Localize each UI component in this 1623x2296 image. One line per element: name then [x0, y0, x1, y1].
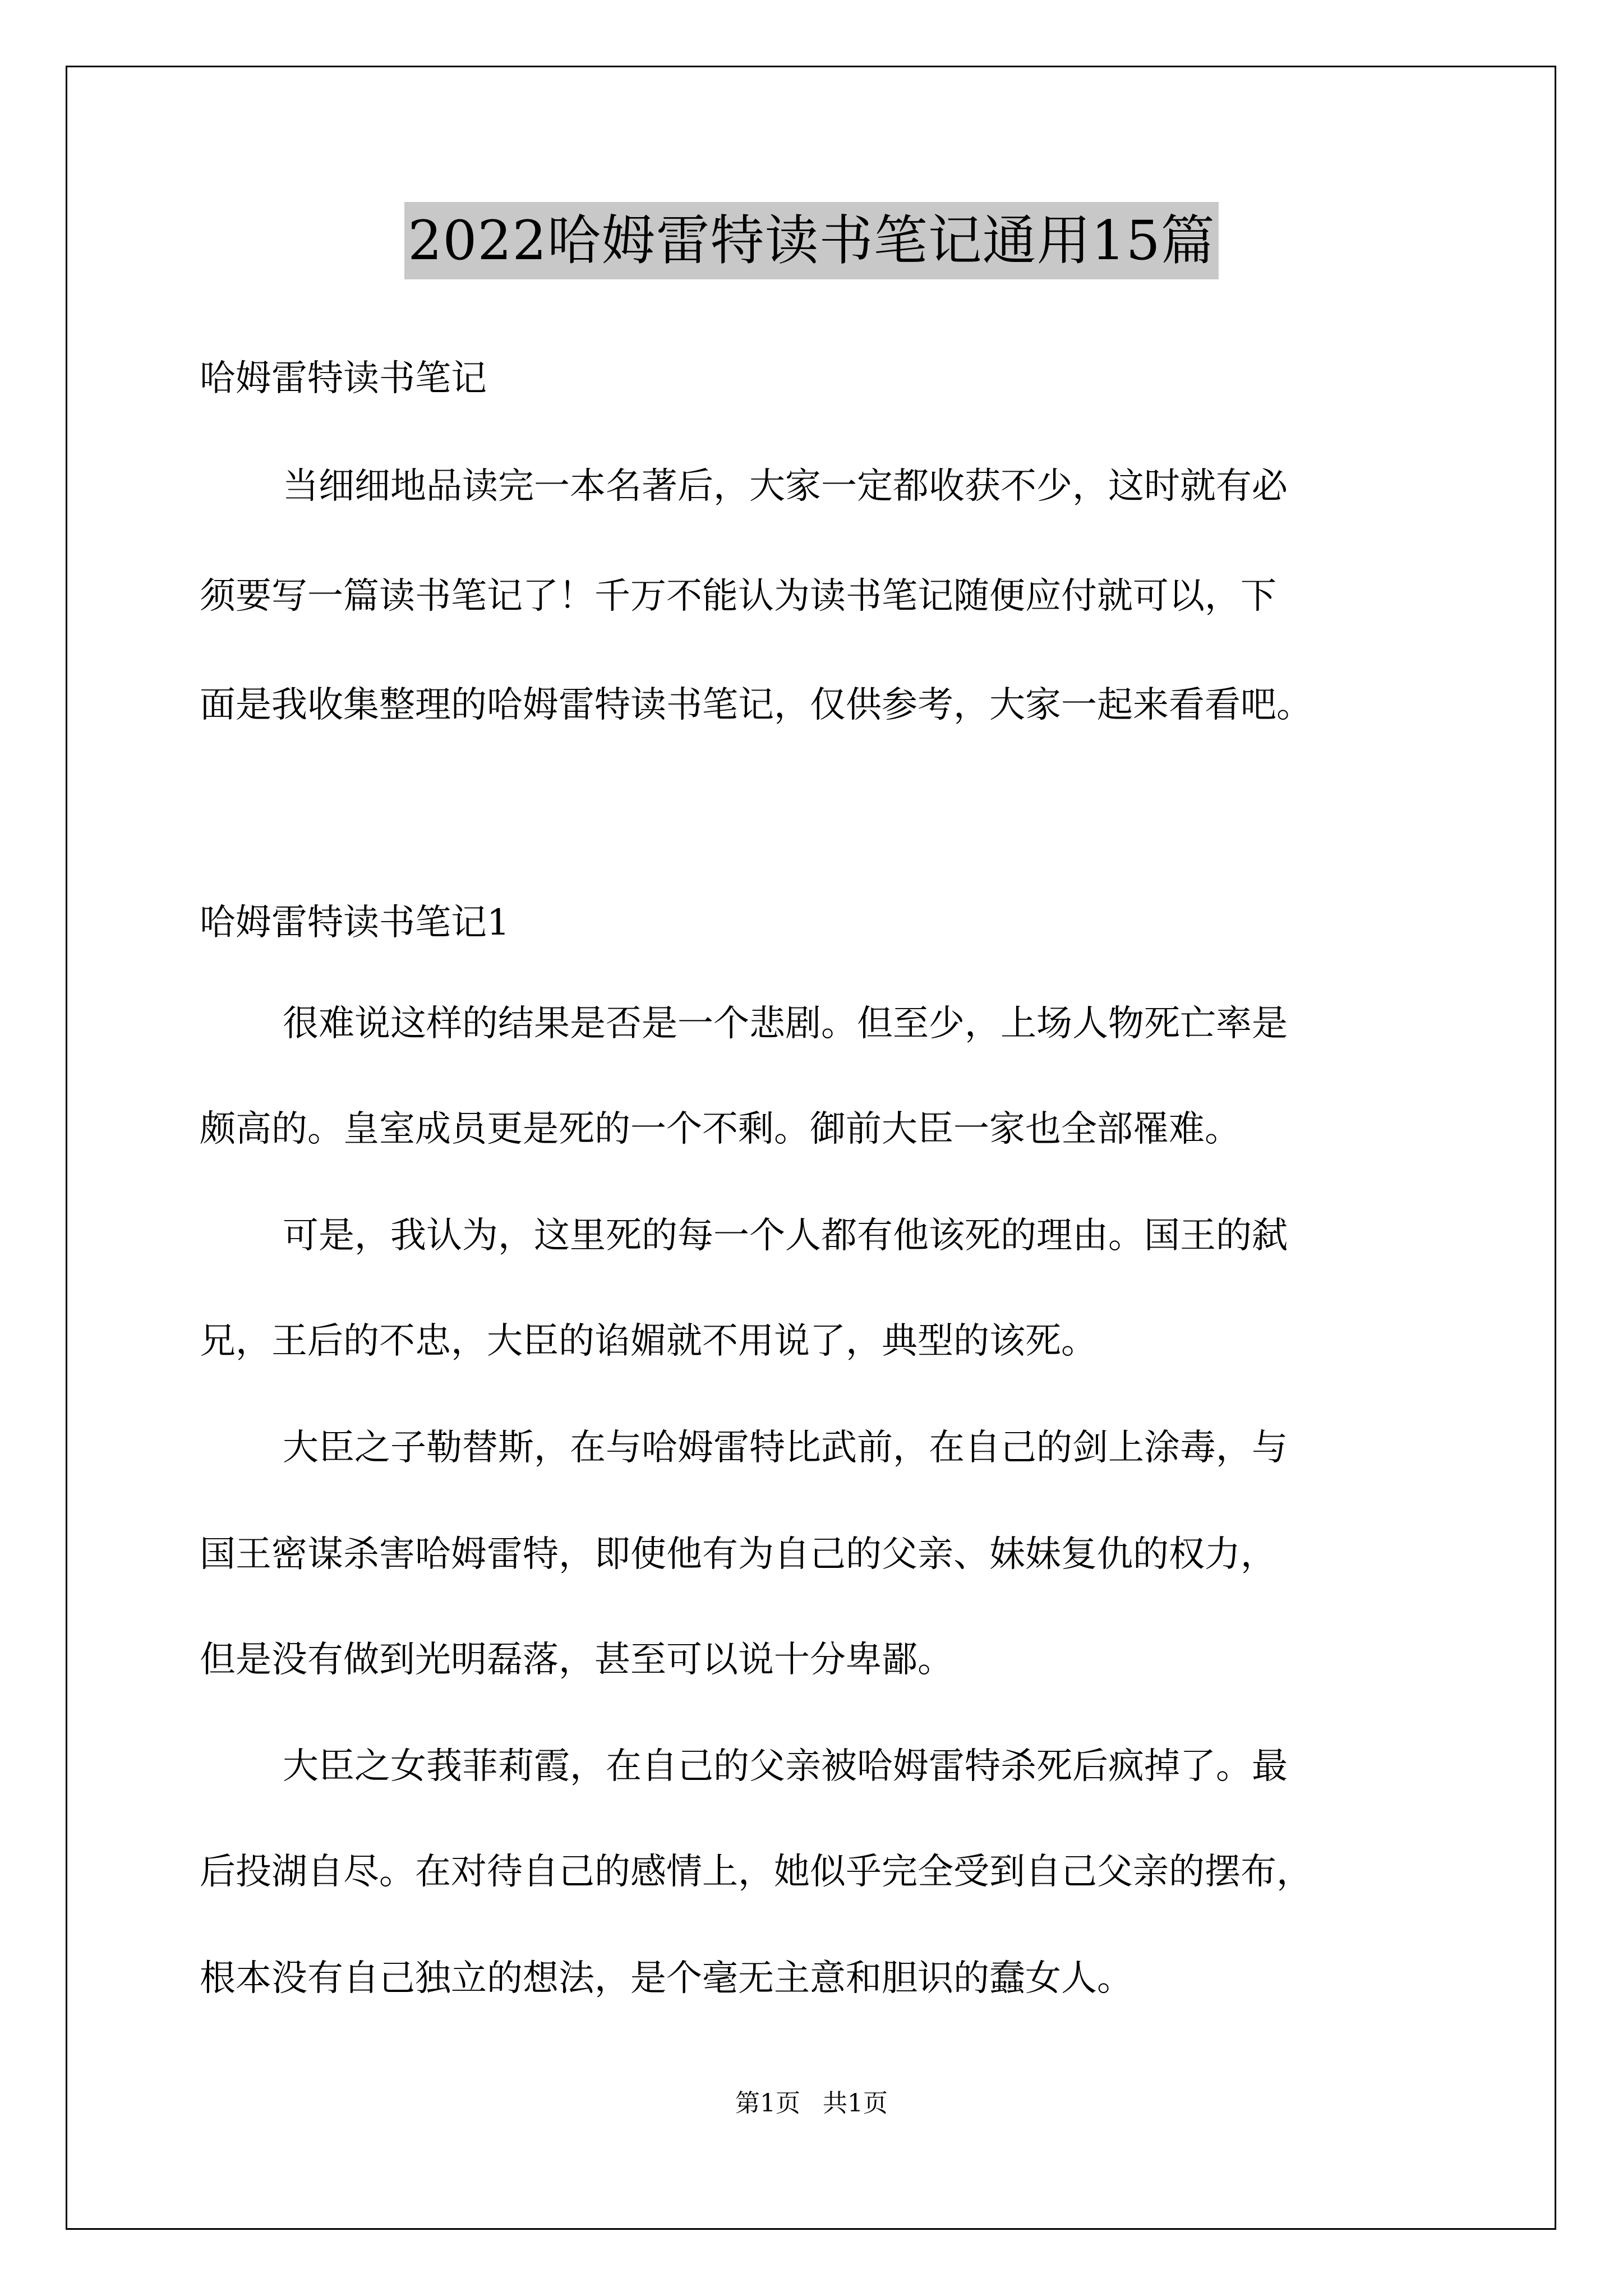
paragraph-line: 须要写一篇读书笔记了！千万不能认为读书笔记随便应付就可以，下 [200, 576, 1276, 617]
title-wrapper [0, 202, 1623, 279]
page-footer [0, 2087, 1623, 2120]
page-total: 共1页 [823, 2089, 888, 2118]
paragraph-line: 大臣之子勒替斯，在与哈姆雷特比武前，在自己的剑上涂毒，与 [283, 1427, 1288, 1469]
paragraph-line: 很难说这样的结果是否是一个悲剧。但至少，上场人物死亡率是 [283, 1003, 1288, 1045]
paragraph-line: 面是我收集整理的哈姆雷特读书笔记，仅供参考，大家一起来看看吧。 [200, 684, 1312, 726]
paragraph-line: 兄，王后的不忠，大臣的谄媚就不用说了，典型的该死。 [200, 1320, 1097, 1362]
paragraph-line: 国王密谋杀害哈姆雷特，即使他有为自己的父亲、妹妹复仇的权力， [200, 1534, 1276, 1575]
document-title: 2022哈姆雷特读书笔记通用15篇 [404, 202, 1218, 279]
paragraph-line: 后投湖自尽。在对待自己的感情上，她似乎完全受到自己父亲的摆布， [200, 1851, 1312, 1893]
paragraph-line: 当细细地品读完一本名著后，大家一定都收获不少，这时就有必 [283, 466, 1288, 507]
paragraph-line: 大臣之女莪菲莉霞，在自己的父亲被哈姆雷特杀死后疯掉了。最 [283, 1746, 1288, 1787]
page-number: 第1页 [735, 2089, 800, 2118]
paragraph-line: 颇高的。皇室成员更是死的一个不剩。御前大臣一家也全部罹难。 [200, 1108, 1241, 1150]
paragraph-line: 但是没有做到光明磊落，甚至可以说十分卑鄙。 [200, 1639, 953, 1681]
paragraph-line: 可是，我认为，这里死的每一个人都有他该死的理由。国王的弑 [283, 1215, 1288, 1257]
section-heading: 哈姆雷特读书笔记1 [200, 902, 510, 944]
paragraph-line: 根本没有自己独立的想法，是个毫无主意和胆识的蠢女人。 [200, 1958, 1133, 1999]
intro-heading: 哈姆雷特读书笔记 [200, 358, 487, 399]
